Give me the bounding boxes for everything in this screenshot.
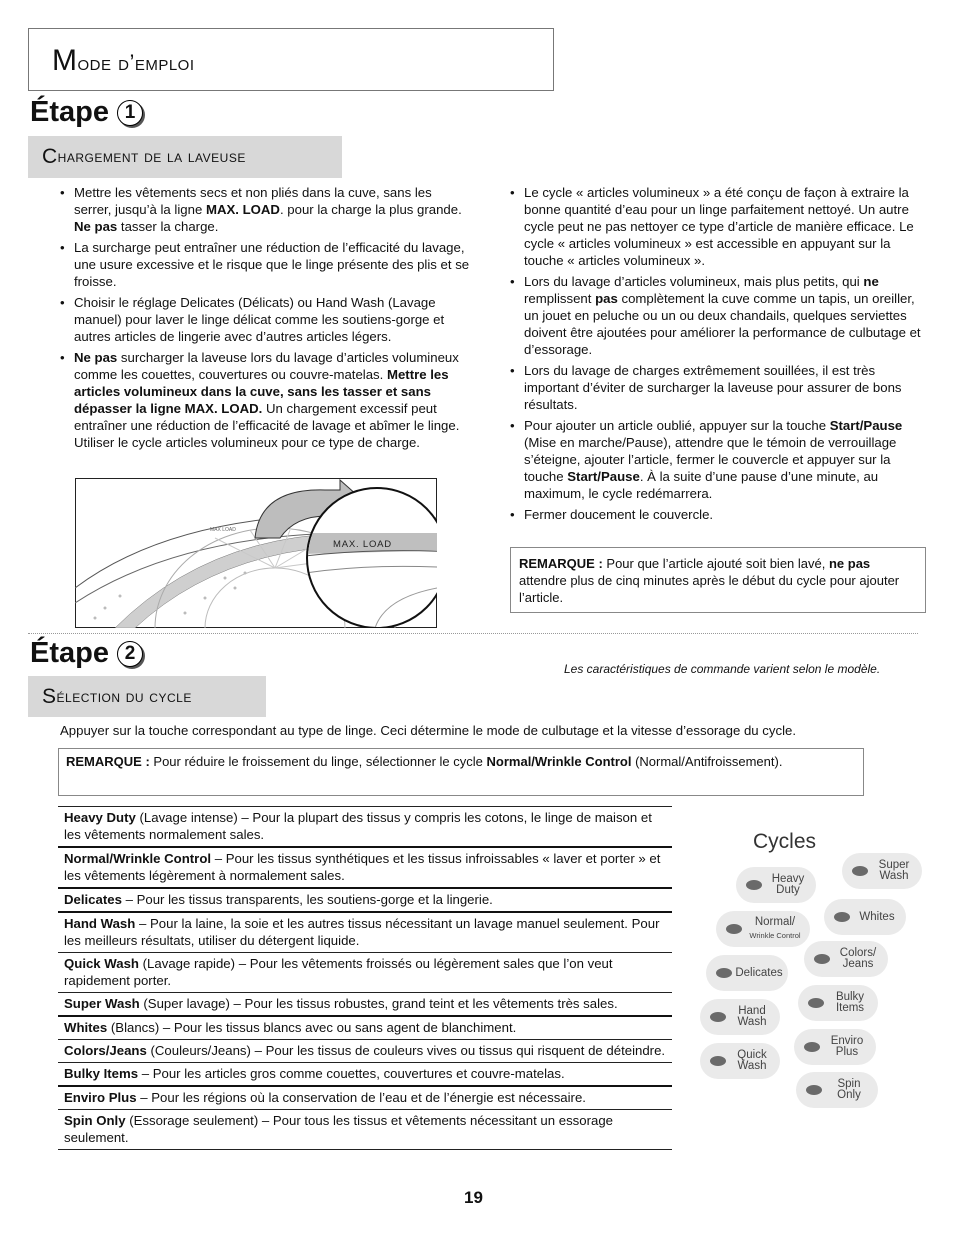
cycles-control-panel: [690, 820, 940, 1120]
remark-add-item: [510, 547, 926, 613]
bold-text: Hand Wash: [64, 916, 136, 931]
indicator-light: [834, 912, 850, 922]
super-wash-button[interactable]: Super Wash: [842, 853, 922, 889]
bullet-item: [58, 239, 470, 290]
text-run: – Pour les tissus transparents, les soutiens-gorge et la lingerie.: [121, 892, 493, 907]
bold-text: MAX. LOAD: [205, 202, 280, 217]
text-run: Mettre les vêtements secs et non pliés dans la cuve, sans les serrer, jusqu’à la ligne: [74, 185, 432, 217]
text-run: (Mise en marche/Pause), attendre que le témoin de verrouillage s’éteigne, ajouter l’article, fermer le couvercle et appuyer sur la touche: [524, 435, 897, 484]
cycle-row: [58, 807, 672, 848]
cycle-description: [58, 888, 672, 912]
bold-text: Ne pas: [74, 219, 118, 234]
cycle-row: [58, 1086, 672, 1110]
text-run: – Pour la laine, la soie et les autres tissus nécessitant un lavage manuel seulement. Pour les meilleurs résultats, utiliser du détergent liquide.: [64, 916, 660, 948]
text-run: Fermer doucement le couvercle.: [524, 507, 714, 522]
text-run: tasser la charge.: [117, 219, 219, 234]
bold-text: Ne pas: [74, 350, 118, 365]
bulky-items-button[interactable]: Bulky Items: [798, 985, 878, 1021]
heavy-duty-button[interactable]: Heavy Duty: [736, 867, 816, 903]
section-cycle-selection: S élection du cycle: [28, 676, 266, 717]
step1-heading: Étape 1: [30, 96, 143, 129]
cycle-description: [58, 1110, 672, 1150]
bullet-item: [58, 184, 470, 235]
text-run: La surcharge peut entraîner une réduction de l’efficacité du lavage, une usure excessive et le risque que le linge présente des plis et se froisse.: [74, 240, 470, 289]
max-load-label: MAX. LOAD: [333, 539, 392, 550]
bold-text: Heavy Duty: [64, 810, 136, 825]
indicator-light: [806, 1085, 822, 1095]
cycle-description: [58, 1063, 672, 1087]
cycle-intro: Appuyer sur la touche correspondant au type de linge. Ceci détermine le mode de culbutage et la vitesse d’essorage du cycle.: [60, 723, 797, 738]
cycle-row: [58, 912, 672, 953]
text-run: remplissent: [524, 291, 596, 306]
cycle-row: [58, 847, 672, 888]
page-title: Mode d’emploi: [52, 44, 195, 77]
bold-text: Bulky Items: [64, 1066, 139, 1081]
cycle-row: [58, 993, 672, 1017]
bold-text: Colors/Jeans: [64, 1043, 147, 1058]
step1-left-list: [58, 184, 470, 455]
indicator-light: [710, 1056, 726, 1066]
cycle-row: [58, 888, 672, 912]
cycle-description: [58, 953, 672, 993]
bold-text: Whites: [64, 1020, 108, 1035]
cycle-description: [58, 1040, 672, 1063]
cycle-row: [58, 953, 672, 993]
indicator-light: [746, 880, 762, 890]
cycle-description: [58, 1086, 672, 1110]
whites-button[interactable]: Whites: [824, 899, 906, 935]
indicator-light: [726, 924, 742, 934]
bold-text: ne pas: [828, 556, 871, 571]
bold-text: Start/Pause: [567, 469, 640, 484]
bold-text: ne: [863, 274, 879, 289]
bold-text: Delicates: [64, 892, 122, 907]
bold-text: pas: [595, 291, 618, 306]
page-number: 19: [464, 1188, 483, 1207]
text-run: – Pour les tissus synthétiques et les tissus infroissables « laver et porter » et les vêtements légèrement à normalement sales.: [64, 851, 661, 883]
text-run: attendre plus de cinq minutes après le début du cycle pour ajouter l’article.: [519, 573, 900, 605]
indicator-light: [710, 1012, 726, 1022]
text-run: complètement la cuve comme un tapis, un oreiller, un jouet en peluche ou un ou deux chandails, quelques serviettes doivent être ajoutées pour améliorer la performance de culbutage et d’essorage.: [524, 291, 921, 357]
text-run: . À la suite d’une pause d’une minute, au maximum, le cycle redémarrera.: [524, 469, 879, 501]
bold-text: REMARQUE :: [519, 556, 603, 571]
text-run: (Normal/Antifroissement).: [631, 754, 783, 769]
bold-text: Normal/Wrinkle Control: [64, 851, 212, 866]
cycle-row: [58, 1016, 672, 1040]
text-run: (Lavage intense) – Pour la plupart des tissus y compris les cotons, le linge de maison et les vêtements normalement sales.: [64, 810, 652, 842]
bullet-item: [58, 349, 470, 451]
normal-wrinkle-button[interactable]: Normal/ Wrinkle Control: [716, 911, 810, 947]
indicator-light: [808, 998, 824, 1008]
cycle-description: [58, 847, 672, 888]
text-run: Pour ajouter un article oublié, appuyer sur la touche: [524, 418, 830, 433]
spin-only-button[interactable]: Spin Only: [796, 1072, 878, 1108]
bullet-item: [508, 184, 926, 269]
step2-heading: Étape 2: [30, 637, 143, 670]
text-run: . pour la charge la plus grande.: [279, 202, 462, 217]
colors-jeans-button[interactable]: Colors/ Jeans: [804, 941, 888, 977]
delicates-button[interactable]: Delicates: [706, 955, 788, 991]
svg-text:MAX LOAD: MAX LOAD: [210, 527, 236, 533]
step1-number: 1: [117, 100, 143, 126]
enviro-plus-button[interactable]: Enviro Plus: [794, 1029, 876, 1065]
bold-text: Mettre les articles volumineux dans la cuve, sans les tasser et sans dépasser la ligne MAX. LOAD.: [74, 367, 449, 416]
quick-wash-button[interactable]: Quick Wash: [700, 1043, 780, 1079]
text-run: surcharger la laveuse lors du lavage d’articles volumineux comme les couettes, couvertures ou couvre-matelas.: [74, 350, 459, 382]
text-run: – Pour les articles gros comme couettes, couvertures et couvre-matelas.: [138, 1066, 565, 1081]
cycle-row: [58, 1040, 672, 1063]
text-run: Pour que l’article ajouté soit bien lavé,: [602, 556, 829, 571]
section-loading: C hargement de la laveuse: [28, 136, 342, 178]
cycle-description: [58, 912, 672, 953]
bullet-item: [508, 273, 926, 358]
cycle-row: [58, 1110, 672, 1150]
indicator-light: [814, 954, 830, 964]
text-run: (Blancs) – Pour les tissus blancs avec ou sans agent de blanchiment.: [107, 1020, 517, 1035]
bullet-item: [508, 362, 926, 413]
bold-text: Enviro Plus: [64, 1090, 137, 1105]
text-run: Un chargement excessif peut entraîner une réduction de l’efficacité de lavage et abîmer le linge. Utiliser le cycle articles volumineux pour ce type de charge.: [74, 401, 460, 450]
washer-max-load-illustration: [75, 478, 437, 628]
cycle-description: [58, 807, 672, 848]
step2-number: 2: [117, 641, 143, 667]
text-run: (Lavage rapide) – Pour les vêtements froissés ou légèrement sales que l’on veut rapidement porter.: [64, 956, 613, 988]
bullet-item: [508, 506, 926, 523]
cycle-description: [58, 993, 672, 1017]
text-run: – Pour les régions où la conservation de l’eau et de l’énergie est nécessaire.: [136, 1090, 586, 1105]
bold-text: Quick Wash: [64, 956, 139, 971]
text-run: Lors du lavage de charges extrêmement souillées, il est très important d’éviter de surcharger la laveuse pour assurer de bons résultats.: [524, 363, 902, 412]
indicator-light: [716, 968, 732, 978]
hand-wash-button[interactable]: Hand Wash: [700, 999, 780, 1035]
remark-normal-wrinkle: [58, 748, 864, 796]
cycles-table-wrap: [58, 806, 672, 1150]
bullet-item: [58, 294, 470, 345]
indicator-light: [804, 1042, 820, 1052]
cycle-description: [58, 1016, 672, 1040]
model-note: Les caractéristiques de commande varient selon le modèle.: [564, 662, 881, 676]
bold-text: Normal/Wrinkle Control: [486, 754, 632, 769]
text-run: Pour réduire le froissement du linge, sélectionner le cycle: [149, 754, 487, 769]
bold-text: Spin Only: [64, 1113, 126, 1128]
divider: [28, 633, 918, 634]
text-run: (Couleurs/Jeans) – Pour les tissus de couleurs vives ou tissus qui risquent de déteindre.: [146, 1043, 666, 1058]
bold-text: REMARQUE :: [66, 754, 150, 769]
panel-title: Cycles: [753, 830, 817, 853]
bold-text: Super Wash: [64, 996, 140, 1011]
step1-right-list: [508, 184, 926, 527]
text-run: Lors du lavage d’articles volumineux, mais plus petits, qui: [524, 274, 864, 289]
cycle-row: [58, 1063, 672, 1087]
text-run: Choisir le réglage Delicates (Délicats) ou Hand Wash (Lavage manuel) pour laver le linge délicat comme les soutiens-gorge et autres articles de lingerie avec d’autres articles légers.: [74, 295, 445, 344]
indicator-light: [852, 866, 868, 876]
text-run: (Super lavage) – Pour les tissus robustes, grand teint et les vêtements très sales.: [139, 996, 618, 1011]
cycles-table: [58, 806, 672, 1150]
text-run: Le cycle « articles volumineux » a été conçu de façon à extraire la bonne quantité d’eau pour un linge parfaitement nettoyé. Un autre cycle peut ne pas nettoyer ce type d’article de manière efficace. Le cycle « articles volumineux » est accessible en appuyant sur la touche « articles volumineux ».: [524, 185, 914, 268]
text-run: (Essorage seulement) – Pour tous les tissus et vêtements nécessitant un essorage seulement.: [64, 1113, 614, 1145]
bold-text: Start/Pause: [829, 418, 903, 433]
bullet-item: [508, 417, 926, 502]
